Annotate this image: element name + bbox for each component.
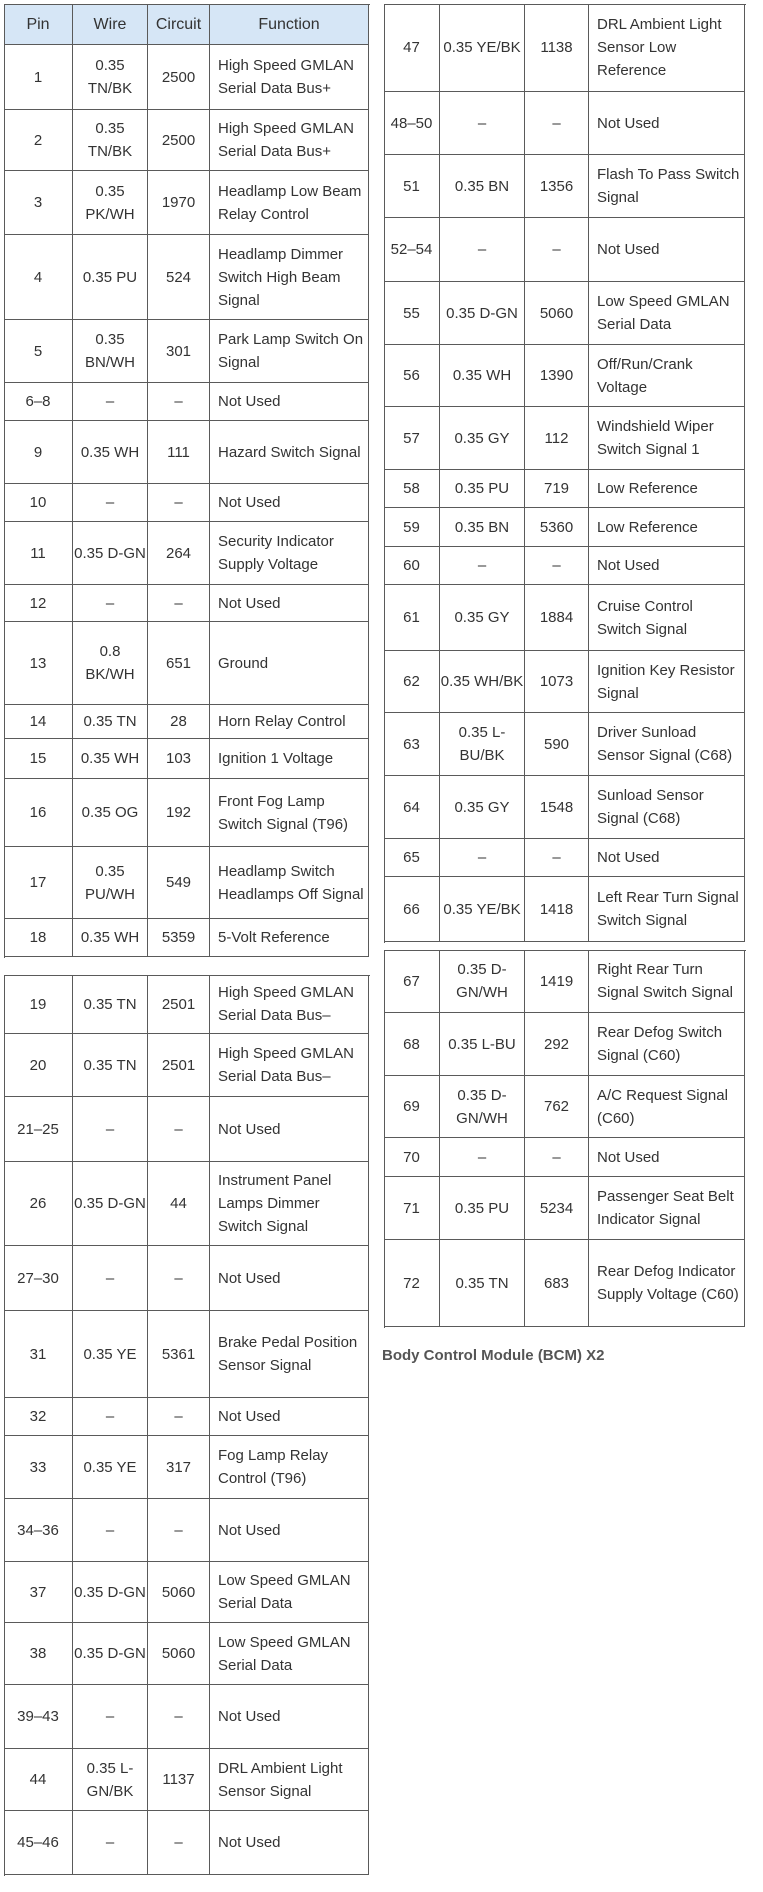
circuit-cell: –: [525, 92, 589, 155]
table-border: [4, 4, 370, 5]
pin-cell: 13: [4, 622, 73, 705]
pin-cell: 72: [384, 1240, 440, 1327]
circuit-cell: –: [525, 547, 589, 585]
wire-cell: –: [73, 585, 148, 622]
wire-cell: 0.35 WH/BK: [440, 651, 525, 713]
circuit-cell: 762: [525, 1076, 589, 1138]
wire-cell: 0.35 TN: [73, 705, 148, 739]
pin-cell: 45–46: [4, 1811, 73, 1875]
pin-cell: 20: [4, 1034, 73, 1097]
wire-cell: 0.35 D-GN: [73, 1562, 148, 1623]
pin-cell: 61: [384, 585, 440, 651]
pin-cell: 18: [4, 919, 73, 957]
function-cell: Not Used: [589, 218, 745, 282]
function-cell: Hazard Switch Signal: [210, 421, 369, 484]
pin-cell: 17: [4, 847, 73, 919]
wire-cell: 0.35 TN/BK: [73, 110, 148, 171]
function-cell: Headlamp Low Beam Relay Control: [210, 171, 369, 235]
pin-cell: 47: [384, 4, 440, 92]
circuit-cell: 1970: [148, 171, 210, 235]
pin-cell: 3: [4, 171, 73, 235]
wire-cell: 0.35 WH: [73, 919, 148, 957]
circuit-cell: 1418: [525, 877, 589, 942]
function-cell: Left Rear Turn Signal Switch Signal: [589, 877, 745, 942]
function-cell: Driver Sunload Sensor Signal (C68): [589, 713, 745, 776]
wire-cell: –: [440, 547, 525, 585]
wire-cell: 0.35 PU: [73, 235, 148, 320]
circuit-cell: 2500: [148, 110, 210, 171]
circuit-cell: 44: [148, 1162, 210, 1246]
wire-cell: 0.35 YE: [73, 1311, 148, 1398]
wire-cell: –: [73, 1246, 148, 1311]
function-cell: Horn Relay Control: [210, 705, 369, 739]
pin-cell: 2: [4, 110, 73, 171]
circuit-cell: 1138: [525, 4, 589, 92]
column-header-circuit: Circuit: [148, 4, 210, 45]
circuit-cell: –: [148, 484, 210, 522]
circuit-cell: 5060: [148, 1623, 210, 1685]
wire-cell: –: [73, 1398, 148, 1436]
pin-cell: 51: [384, 155, 440, 218]
wire-cell: 0.35 D-GN: [440, 282, 525, 345]
pin-cell: 15: [4, 739, 73, 779]
pin-cell: 66: [384, 877, 440, 942]
function-cell: Not Used: [589, 839, 745, 877]
pin-cell: 48–50: [384, 92, 440, 155]
wire-cell: 0.35 OG: [73, 779, 148, 847]
pin-cell: 65: [384, 839, 440, 877]
wire-cell: –: [440, 218, 525, 282]
circuit-cell: 1390: [525, 345, 589, 407]
pin-cell: 52–54: [384, 218, 440, 282]
circuit-cell: 719: [525, 470, 589, 508]
function-cell: DRL Ambient Light Sensor Low Reference: [589, 4, 745, 92]
wire-cell: 0.35 L-BU/BK: [440, 713, 525, 776]
pin-cell: 31: [4, 1311, 73, 1398]
circuit-cell: 1419: [525, 950, 589, 1013]
pin-cell: 59: [384, 508, 440, 547]
function-cell: Ground: [210, 622, 369, 705]
pin-cell: 10: [4, 484, 73, 522]
wire-cell: –: [73, 1097, 148, 1162]
table-border: [384, 4, 746, 5]
function-cell: Ignition Key Resistor Signal: [589, 651, 745, 713]
function-cell: Not Used: [210, 1097, 369, 1162]
pin-cell: 56: [384, 345, 440, 407]
circuit-cell: 651: [148, 622, 210, 705]
circuit-cell: 683: [525, 1240, 589, 1327]
circuit-cell: –: [148, 1246, 210, 1311]
wire-cell: 0.35 WH: [73, 421, 148, 484]
table-border: [4, 975, 5, 1876]
wire-cell: –: [440, 92, 525, 155]
circuit-cell: –: [148, 1097, 210, 1162]
function-cell: Not Used: [589, 1138, 745, 1177]
circuit-cell: –: [148, 383, 210, 421]
wire-cell: 0.35 YE: [73, 1436, 148, 1499]
wire-cell: 0.35 GY: [440, 407, 525, 470]
function-cell: Fog Lamp Relay Control (T96): [210, 1436, 369, 1499]
wire-cell: 0.35 GY: [440, 776, 525, 839]
circuit-cell: 5060: [525, 282, 589, 345]
wire-cell: 0.35 D-GN: [73, 1623, 148, 1685]
wire-cell: –: [73, 1811, 148, 1875]
function-cell: Low Speed GMLAN Serial Data: [589, 282, 745, 345]
pin-cell: 55: [384, 282, 440, 345]
circuit-cell: 292: [525, 1013, 589, 1076]
function-cell: Headlamp Switch Headlamps Off Signal: [210, 847, 369, 919]
function-cell: Not Used: [589, 547, 745, 585]
wire-cell: 0.35 PU: [440, 1177, 525, 1240]
wire-cell: 0.35 BN/WH: [73, 320, 148, 383]
pin-cell: 1: [4, 45, 73, 110]
circuit-cell: 1548: [525, 776, 589, 839]
function-cell: A/C Request Signal (C60): [589, 1076, 745, 1138]
wire-cell: 0.35 GY: [440, 585, 525, 651]
pin-cell: 67: [384, 950, 440, 1013]
wire-cell: –: [73, 1499, 148, 1562]
circuit-cell: –: [525, 839, 589, 877]
wire-cell: 0.35 BN: [440, 508, 525, 547]
pin-cell: 57: [384, 407, 440, 470]
function-cell: Instrument Panel Lamps Dimmer Switch Signal: [210, 1162, 369, 1246]
function-cell: Low Reference: [589, 470, 745, 508]
function-cell: High Speed GMLAN Serial Data Bus–: [210, 1034, 369, 1097]
pin-cell: 62: [384, 651, 440, 713]
wire-cell: 0.35 TN/BK: [73, 45, 148, 110]
pin-cell: 58: [384, 470, 440, 508]
pin-cell: 26: [4, 1162, 73, 1246]
circuit-cell: 317: [148, 1436, 210, 1499]
function-cell: Not Used: [210, 1811, 369, 1875]
circuit-cell: –: [525, 1138, 589, 1177]
circuit-cell: 524: [148, 235, 210, 320]
wire-cell: –: [440, 839, 525, 877]
wire-cell: 0.35 TN: [440, 1240, 525, 1327]
pin-cell: 34–36: [4, 1499, 73, 1562]
function-cell: Not Used: [589, 92, 745, 155]
function-cell: High Speed GMLAN Serial Data Bus–: [210, 975, 369, 1034]
circuit-cell: 28: [148, 705, 210, 739]
pin-cell: 71: [384, 1177, 440, 1240]
pin-cell: 11: [4, 522, 73, 585]
pin-cell: 33: [4, 1436, 73, 1499]
function-cell: High Speed GMLAN Serial Data Bus+: [210, 45, 369, 110]
function-cell: Not Used: [210, 1499, 369, 1562]
table-caption: Body Control Module (BCM) X2: [382, 1347, 605, 1364]
circuit-cell: 1356: [525, 155, 589, 218]
function-cell: Windshield Wiper Switch Signal 1: [589, 407, 745, 470]
circuit-cell: 2501: [148, 975, 210, 1034]
circuit-cell: –: [148, 1685, 210, 1749]
circuit-cell: 5234: [525, 1177, 589, 1240]
pin-cell: 5: [4, 320, 73, 383]
function-cell: Not Used: [210, 1246, 369, 1311]
circuit-cell: –: [525, 218, 589, 282]
pin-cell: 60: [384, 547, 440, 585]
circuit-cell: –: [148, 1398, 210, 1436]
wire-cell: 0.35 PK/WH: [73, 171, 148, 235]
wire-cell: 0.35 PU/WH: [73, 847, 148, 919]
function-cell: Not Used: [210, 585, 369, 622]
column-header-pin: Pin: [4, 4, 73, 45]
circuit-cell: 264: [148, 522, 210, 585]
function-cell: Off/Run/Crank Voltage: [589, 345, 745, 407]
table-border: [384, 950, 746, 951]
function-cell: Brake Pedal Position Sensor Signal: [210, 1311, 369, 1398]
circuit-cell: 111: [148, 421, 210, 484]
circuit-cell: 5060: [148, 1562, 210, 1623]
function-cell: Low Reference: [589, 508, 745, 547]
circuit-cell: 103: [148, 739, 210, 779]
wire-cell: 0.35 L-GN/BK: [73, 1749, 148, 1811]
circuit-cell: –: [148, 1811, 210, 1875]
table-border: [384, 4, 385, 943]
wire-cell: 0.35 D-GN: [73, 1162, 148, 1246]
function-cell: Cruise Control Switch Signal: [589, 585, 745, 651]
pin-cell: 21–25: [4, 1097, 73, 1162]
circuit-cell: 1073: [525, 651, 589, 713]
circuit-cell: 590: [525, 713, 589, 776]
circuit-cell: 301: [148, 320, 210, 383]
pin-cell: 14: [4, 705, 73, 739]
function-cell: Sunload Sensor Signal (C68): [589, 776, 745, 839]
pin-cell: 38: [4, 1623, 73, 1685]
function-cell: Not Used: [210, 1398, 369, 1436]
wire-cell: 0.35 BN: [440, 155, 525, 218]
function-cell: Flash To Pass Switch Signal: [589, 155, 745, 218]
circuit-cell: –: [148, 1499, 210, 1562]
wire-cell: 0.35 WH: [73, 739, 148, 779]
function-cell: High Speed GMLAN Serial Data Bus+: [210, 110, 369, 171]
wire-cell: 0.35 YE/BK: [440, 4, 525, 92]
circuit-cell: 1137: [148, 1749, 210, 1811]
wire-cell: 0.35 YE/BK: [440, 877, 525, 942]
pin-cell: 32: [4, 1398, 73, 1436]
wire-cell: 0.35 PU: [440, 470, 525, 508]
pin-cell: 19: [4, 975, 73, 1034]
function-cell: DRL Ambient Light Sensor Signal: [210, 1749, 369, 1811]
function-cell: Rear Defog Switch Signal (C60): [589, 1013, 745, 1076]
pin-cell: 39–43: [4, 1685, 73, 1749]
function-cell: 5-Volt Reference: [210, 919, 369, 957]
pin-cell: 9: [4, 421, 73, 484]
pin-cell: 44: [4, 1749, 73, 1811]
wire-cell: 0.35 TN: [73, 975, 148, 1034]
function-cell: Security Indicator Supply Voltage: [210, 522, 369, 585]
pin-cell: 12: [4, 585, 73, 622]
wire-cell: 0.35 D-GN: [73, 522, 148, 585]
pin-cell: 16: [4, 779, 73, 847]
pin-cell: 63: [384, 713, 440, 776]
function-cell: Rear Defog Indicator Supply Voltage (C60): [589, 1240, 745, 1327]
circuit-cell: –: [148, 585, 210, 622]
pin-cell: 68: [384, 1013, 440, 1076]
wire-cell: –: [73, 484, 148, 522]
wire-cell: –: [440, 1138, 525, 1177]
circuit-cell: 1884: [525, 585, 589, 651]
function-cell: Front Fog Lamp Switch Signal (T96): [210, 779, 369, 847]
function-cell: Passenger Seat Belt Indicator Signal: [589, 1177, 745, 1240]
function-cell: Headlamp Dimmer Switch High Beam Signal: [210, 235, 369, 320]
wire-cell: 0.35 TN: [73, 1034, 148, 1097]
circuit-cell: 5360: [525, 508, 589, 547]
function-cell: Not Used: [210, 383, 369, 421]
pin-cell: 27–30: [4, 1246, 73, 1311]
pin-cell: 6–8: [4, 383, 73, 421]
circuit-cell: 2500: [148, 45, 210, 110]
wire-cell: 0.35 D-GN/WH: [440, 1076, 525, 1138]
wire-cell: 0.35 L-BU: [440, 1013, 525, 1076]
pin-cell: 4: [4, 235, 73, 320]
circuit-cell: 2501: [148, 1034, 210, 1097]
table-border: [384, 950, 385, 1328]
function-cell: Not Used: [210, 484, 369, 522]
table-border: [4, 975, 370, 976]
wire-cell: 0.8 BK/WH: [73, 622, 148, 705]
function-cell: Ignition 1 Voltage: [210, 739, 369, 779]
pin-cell: 37: [4, 1562, 73, 1623]
circuit-cell: 5359: [148, 919, 210, 957]
wire-cell: 0.35 WH: [440, 345, 525, 407]
function-cell: Right Rear Turn Signal Switch Signal: [589, 950, 745, 1013]
function-cell: Low Speed GMLAN Serial Data: [210, 1623, 369, 1685]
pin-cell: 64: [384, 776, 440, 839]
function-cell: Low Speed GMLAN Serial Data: [210, 1562, 369, 1623]
pin-cell: 70: [384, 1138, 440, 1177]
function-cell: Not Used: [210, 1685, 369, 1749]
table-border: [4, 4, 5, 958]
pin-cell: 69: [384, 1076, 440, 1138]
wire-cell: –: [73, 383, 148, 421]
circuit-cell: 112: [525, 407, 589, 470]
circuit-cell: 549: [148, 847, 210, 919]
column-header-function: Function: [210, 4, 369, 45]
function-cell: Park Lamp Switch On Signal: [210, 320, 369, 383]
wire-cell: –: [73, 1685, 148, 1749]
circuit-cell: 192: [148, 779, 210, 847]
column-header-wire: Wire: [73, 4, 148, 45]
circuit-cell: 5361: [148, 1311, 210, 1398]
wire-cell: 0.35 D-GN/WH: [440, 950, 525, 1013]
